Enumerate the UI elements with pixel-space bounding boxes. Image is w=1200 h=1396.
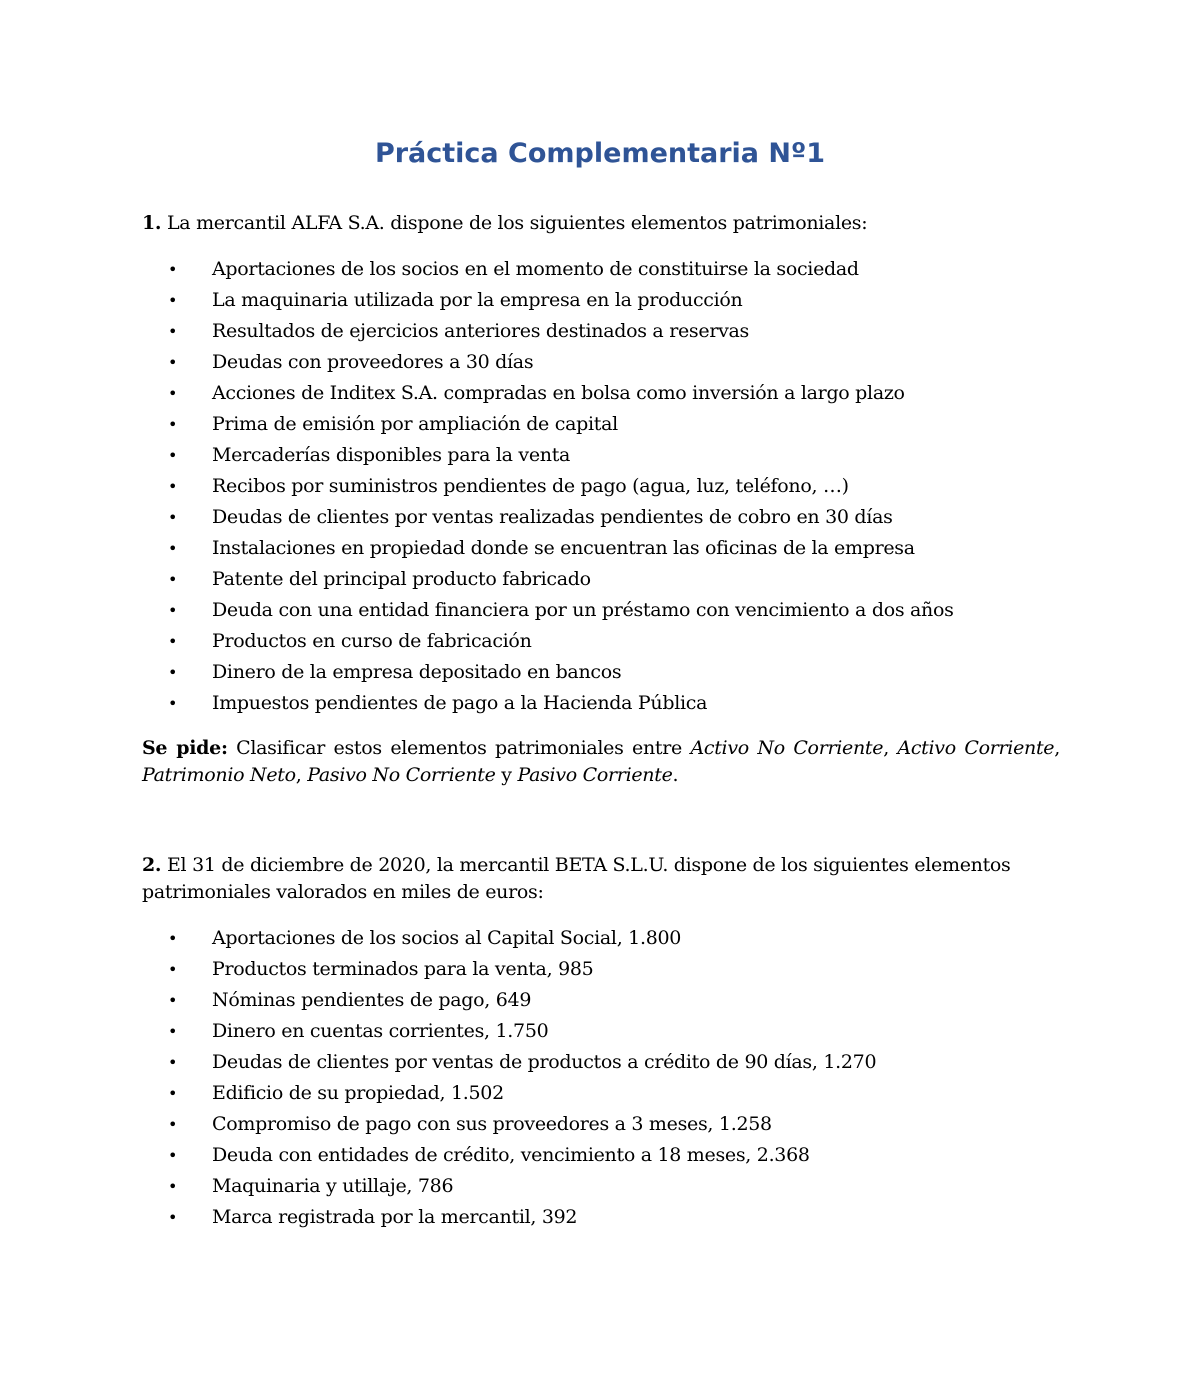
- list-item: [142, 954, 1062, 985]
- list-item: [142, 533, 1062, 564]
- bullet-icon: •: [168, 632, 178, 651]
- bullet-icon: •: [168, 1146, 178, 1165]
- task-term-pasivo-corriente: Pasivo Corriente: [517, 764, 673, 786]
- list-item-text: Impuestos pendientes de pago a la Hacienda Pública: [212, 692, 708, 714]
- section-1-number: 1.: [142, 212, 162, 234]
- task-term-patrimonio-neto: Patrimonio Neto: [142, 764, 296, 786]
- list-item: [142, 502, 1062, 533]
- list-item: [142, 923, 1062, 954]
- list-item: [142, 657, 1062, 688]
- list-item: [142, 316, 1062, 347]
- list-item: [142, 595, 1062, 626]
- list-item-text: Deudas de clientes por ventas realizadas pendientes de cobro en 30 días: [212, 506, 893, 528]
- list-item: [142, 409, 1062, 440]
- bullet-icon: •: [168, 601, 178, 620]
- task-separator: y: [495, 764, 518, 786]
- list-item: [142, 564, 1062, 595]
- list-item: [142, 1202, 1062, 1233]
- bullet-icon: •: [168, 477, 178, 496]
- list-item-text: Recibos por suministros pendientes de pago (agua, luz, teléfono, …): [212, 475, 849, 497]
- section-1-intro-text: La mercantil ALFA S.A. dispone de los siguientes elementos patrimoniales:: [161, 212, 868, 234]
- task-separator: ,: [883, 737, 898, 759]
- list-item-text: Aportaciones de los socios en el momento de constituirse la sociedad: [212, 258, 859, 280]
- task-end: .: [672, 764, 679, 786]
- section-1-intro: [142, 210, 1062, 237]
- bullet-icon: •: [168, 322, 178, 341]
- list-item: [142, 1078, 1062, 1109]
- bullet-icon: •: [168, 1177, 178, 1196]
- list-item: [142, 985, 1062, 1016]
- list-item-text: Deudas de clientes por ventas de productos a crédito de 90 días, 1.270: [212, 1051, 877, 1073]
- bullet-icon: •: [168, 1208, 178, 1227]
- list-item-text: Mercaderías disponibles para la venta: [212, 444, 571, 466]
- section-2-list: [142, 923, 1062, 1233]
- list-item-text: Aportaciones de los socios al Capital Social, 1.800: [212, 927, 682, 949]
- bullet-icon: •: [168, 960, 178, 979]
- bullet-icon: •: [168, 539, 178, 558]
- list-item: [142, 688, 1062, 719]
- list-item: [142, 471, 1062, 502]
- list-item: [142, 440, 1062, 471]
- bullet-icon: •: [168, 1115, 178, 1134]
- list-item: [142, 1109, 1062, 1140]
- task-separator: ,: [1054, 737, 1060, 759]
- list-item-text: Acciones de Inditex S.A. compradas en bolsa como inversión a largo plazo: [212, 382, 905, 404]
- list-item-text: Instalaciones en propiedad donde se encuentran las oficinas de la empresa: [212, 537, 915, 559]
- list-item-text: Deudas con proveedores a 30 días: [212, 351, 534, 373]
- page-title: Práctica Complementaria Nº1: [374, 138, 826, 169]
- list-item: [142, 347, 1062, 378]
- list-item-text: Deuda con una entidad financiera por un préstamo con vencimiento a dos años: [212, 599, 954, 621]
- bullet-icon: •: [168, 353, 178, 372]
- list-item-text: La maquinaria utilizada por la empresa en la producción: [212, 289, 743, 311]
- list-item-text: Patente del principal producto fabricado: [212, 568, 591, 590]
- list-item-text: Nóminas pendientes de pago, 649: [212, 989, 532, 1011]
- list-item: [142, 378, 1062, 409]
- bullet-icon: •: [168, 415, 178, 434]
- list-item: [142, 1140, 1062, 1171]
- section-2-number: 2.: [142, 854, 162, 876]
- bullet-icon: •: [168, 991, 178, 1010]
- section-2-intro: [142, 852, 1062, 906]
- list-item-text: Dinero de la empresa depositado en bancos: [212, 661, 622, 683]
- list-item: [142, 285, 1062, 316]
- task-term-activo-corriente: Activo Corriente: [897, 737, 1055, 759]
- task-statement: [142, 735, 1060, 789]
- list-item-text: Dinero en cuentas corrientes, 1.750: [212, 1020, 549, 1042]
- bullet-icon: •: [168, 570, 178, 589]
- bullet-icon: •: [168, 929, 178, 948]
- list-item-text: Resultados de ejercicios anteriores destinados a reservas: [212, 320, 750, 342]
- bullet-icon: •: [168, 1053, 178, 1072]
- bullet-icon: •: [168, 1022, 178, 1041]
- bullet-icon: •: [168, 508, 178, 527]
- task-separator: ,: [295, 764, 308, 786]
- task-term-activo-no-corriente: Activo No Corriente: [690, 737, 884, 759]
- list-item-text: Deuda con entidades de crédito, vencimiento a 18 meses, 2.368: [212, 1144, 810, 1166]
- bullet-icon: •: [168, 694, 178, 713]
- task-term-pasivo-no-corriente: Pasivo No Corriente: [307, 764, 496, 786]
- bullet-icon: •: [168, 291, 178, 310]
- list-item-text: Maquinaria y utillaje, 786: [212, 1175, 454, 1197]
- list-item-text: Compromiso de pago con sus proveedores a 3 meses, 1.258: [212, 1113, 772, 1135]
- list-item-text: Edificio de su propiedad, 1.502: [212, 1082, 504, 1104]
- task-text: Clasificar estos elementos patrimoniales entre: [227, 737, 691, 759]
- list-item-text: Marca registrada por la mercantil, 392: [212, 1206, 578, 1228]
- task-label: Se pide:: [142, 737, 228, 759]
- list-item-text: Productos en curso de fabricación: [212, 630, 532, 652]
- bullet-icon: •: [168, 260, 178, 279]
- bullet-icon: •: [168, 663, 178, 682]
- list-item: [142, 254, 1062, 285]
- bullet-icon: •: [168, 446, 178, 465]
- section-2-intro-text: El 31 de diciembre de 2020, la mercantil BETA S.L.U. dispone de los siguientes elementos patrimoniales valorados en miles de euros:: [142, 854, 1011, 903]
- list-item: [142, 1047, 1062, 1078]
- section-1-list: [142, 254, 1062, 719]
- list-item-text: Productos terminados para la venta, 985: [212, 958, 594, 980]
- list-item-text: Prima de emisión por ampliación de capital: [212, 413, 618, 435]
- list-item: [142, 1016, 1062, 1047]
- bullet-icon: •: [168, 1084, 178, 1103]
- bullet-icon: •: [168, 384, 178, 403]
- list-item: [142, 1171, 1062, 1202]
- list-item: [142, 626, 1062, 657]
